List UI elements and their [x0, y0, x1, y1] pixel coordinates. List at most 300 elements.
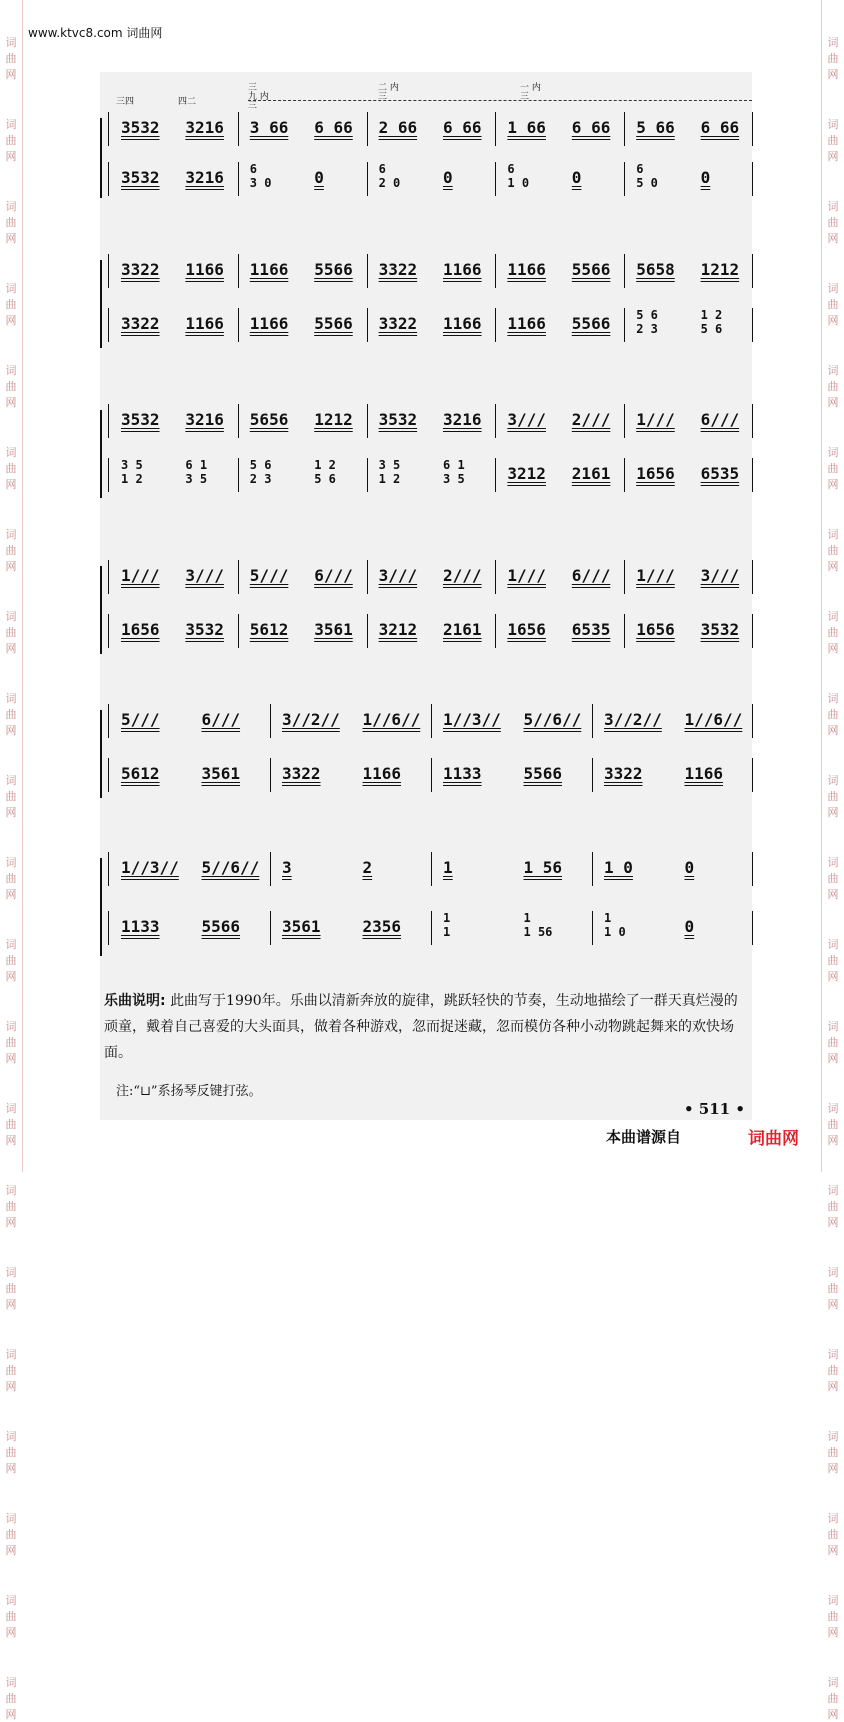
side-mark: 词 — [827, 774, 839, 787]
bar-line — [238, 254, 239, 288]
side-mark: 网 — [5, 1544, 17, 1557]
bar-line — [270, 758, 271, 792]
bar-line — [624, 112, 625, 146]
side-mark: 词 — [5, 282, 17, 295]
note-group: 5656 — [249, 410, 289, 429]
note-group: 1//6// — [362, 710, 421, 729]
note-group: 1166 — [362, 764, 402, 783]
bar-line — [238, 404, 239, 438]
note-group: 1166 — [443, 260, 482, 279]
side-mark: 曲 — [5, 872, 17, 885]
side-mark: 词 — [827, 856, 839, 869]
side-mark: 网 — [5, 806, 17, 819]
side-mark: 网 — [5, 1134, 17, 1147]
bar-line — [270, 911, 271, 945]
note-group: 2356 — [362, 917, 402, 936]
side-mark: 曲 — [5, 1118, 17, 1131]
side-mark: 词 — [827, 36, 839, 49]
note-group: 5/// — [121, 710, 160, 729]
side-mark: 网 — [827, 642, 839, 655]
note-group: 0 — [684, 917, 695, 936]
section-marker: 二 内 三 — [378, 83, 399, 102]
note-group: 1/// — [121, 566, 160, 585]
side-mark: 网 — [5, 642, 17, 655]
side-mark: 词 — [5, 118, 17, 131]
side-mark: 词 — [827, 446, 839, 459]
note-group: 6 2 0 — [378, 162, 401, 190]
note-group: 1133 — [443, 764, 482, 783]
section-marker: 三 九 内 三 — [248, 83, 269, 111]
side-mark: 网 — [827, 888, 839, 901]
side-mark: 词 — [5, 1102, 17, 1115]
bottom-staff — [108, 308, 752, 342]
side-mark: 曲 — [827, 1364, 839, 1377]
side-mark: 网 — [827, 150, 839, 163]
note-group: 6 1 3 5 — [185, 458, 208, 486]
side-mark: 词 — [827, 200, 839, 213]
note-group: 2 — [362, 858, 373, 877]
note-group: 1166 — [185, 314, 224, 333]
note-group: 6 66 — [314, 118, 353, 137]
site-watermark: www.ktvc8.com 词曲网 — [28, 26, 163, 40]
side-mark: 网 — [827, 724, 839, 737]
bar-line — [624, 404, 625, 438]
note-group: 0 — [314, 168, 324, 187]
note-group: 6/// — [571, 566, 611, 585]
side-mark: 曲 — [827, 1036, 839, 1049]
bar-line — [624, 458, 625, 492]
bar-line — [752, 404, 753, 438]
note-group: 1//3// — [121, 858, 179, 877]
side-mark: 曲 — [827, 954, 839, 967]
bar-line — [238, 308, 239, 342]
note-group: 0 — [684, 858, 695, 877]
note-group: 3322 — [121, 314, 160, 333]
side-mark: 词 — [827, 1676, 839, 1689]
note-group: 6 1 0 — [507, 162, 530, 190]
bar-line — [752, 704, 753, 738]
side-mark: 曲 — [5, 708, 17, 721]
note-group: 5 6 2 3 — [249, 458, 272, 486]
note-group: 5566 — [571, 260, 611, 279]
bar-line — [752, 112, 753, 146]
bar-line — [367, 162, 368, 196]
note-group: 3216 — [185, 168, 224, 187]
side-mark: 网 — [5, 1216, 17, 1229]
side-mark: 网 — [827, 314, 839, 327]
note-group: 1166 — [249, 314, 289, 333]
side-mark: 词 — [5, 1184, 17, 1197]
side-mark: 词 — [5, 1266, 17, 1279]
note-group: 1 56 — [523, 858, 563, 877]
side-mark: 词 — [5, 446, 17, 459]
bottom-staff — [108, 614, 752, 648]
side-mark: 曲 — [827, 626, 839, 639]
note-group: 1656 — [507, 620, 546, 639]
note-group: 1 2 5 6 — [700, 308, 723, 336]
side-mark: 网 — [827, 1052, 839, 1065]
side-mark: 曲 — [827, 52, 839, 65]
side-mark: 词 — [827, 1512, 839, 1525]
side-mark: 曲 — [827, 790, 839, 803]
note-group: 1212 — [700, 260, 740, 279]
note-group: 2/// — [443, 566, 482, 585]
side-mark: 词 — [827, 1102, 839, 1115]
side-mark: 网 — [5, 1626, 17, 1639]
side-mark: 网 — [827, 560, 839, 573]
side-mark: 网 — [827, 396, 839, 409]
note-group: 3322 — [121, 260, 160, 279]
system-brace — [100, 260, 105, 348]
side-mark: 曲 — [5, 1200, 17, 1213]
bar-line — [238, 458, 239, 492]
bar-line — [752, 560, 753, 594]
side-mark: 曲 — [5, 1528, 17, 1541]
note-group: 6 1 3 5 — [443, 458, 465, 486]
side-mark: 词 — [5, 1430, 17, 1443]
bar-line — [624, 254, 625, 288]
side-mark: 词 — [827, 364, 839, 377]
side-mark: 曲 — [827, 462, 839, 475]
bar-line — [495, 458, 496, 492]
side-mark: 网 — [5, 150, 17, 163]
side-mark: 曲 — [5, 134, 17, 147]
note-group: 3212 — [378, 620, 418, 639]
note-group: 5 66 — [636, 118, 675, 137]
bar-line — [270, 852, 271, 886]
side-mark: 曲 — [5, 298, 17, 311]
note-group: 1212 — [314, 410, 353, 429]
side-mark: 网 — [5, 396, 17, 409]
bar-line — [495, 254, 496, 288]
note-group: 6535 — [571, 620, 611, 639]
bottom-staff — [108, 162, 752, 196]
side-mark: 曲 — [827, 1118, 839, 1131]
note-group: 1166 — [185, 260, 224, 279]
note-group: 5566 — [314, 260, 353, 279]
top-staff — [108, 704, 752, 738]
note-group: 1 1 — [443, 911, 451, 939]
left-watermark-column — [0, 0, 22, 1721]
system-brace — [100, 566, 105, 654]
side-mark: 曲 — [5, 1446, 17, 1459]
side-mark: 网 — [827, 1134, 839, 1147]
side-mark: 曲 — [827, 872, 839, 885]
side-mark: 曲 — [5, 52, 17, 65]
right-watermark-column — [822, 0, 844, 1721]
note-group: 3532 — [121, 118, 160, 137]
note-group: 3/// — [185, 566, 224, 585]
note-group: 3 — [282, 858, 292, 877]
bar-line — [495, 308, 496, 342]
side-mark: 词 — [5, 1020, 17, 1033]
note-group: 3532 — [700, 620, 740, 639]
bar-line — [367, 560, 368, 594]
side-mark: 曲 — [827, 380, 839, 393]
side-mark: 曲 — [827, 544, 839, 557]
note-group: 5 6 2 3 — [636, 308, 658, 336]
bar-line — [752, 614, 753, 648]
top-staff — [108, 560, 752, 594]
side-mark: 曲 — [827, 216, 839, 229]
note-group: 1 1 0 — [604, 911, 626, 939]
note-group: 5612 — [249, 620, 289, 639]
side-mark: 词 — [5, 1348, 17, 1361]
side-mark: 网 — [5, 68, 17, 81]
bar-line — [431, 758, 432, 792]
bar-line — [624, 614, 625, 648]
side-mark: 词 — [5, 1594, 17, 1607]
side-mark: 网 — [827, 1298, 839, 1311]
side-mark: 曲 — [827, 1692, 839, 1705]
footnote: 注:“⊔”系扬琴反键打弦。 — [116, 1084, 262, 1099]
top-staff — [108, 112, 752, 146]
note-group: 6 3 0 — [249, 162, 272, 190]
note-group: 3212 — [507, 464, 546, 483]
top-staff — [108, 404, 752, 438]
side-mark: 网 — [827, 68, 839, 81]
section-marker: 一 内 三 — [520, 83, 541, 102]
bottom-staff — [108, 911, 752, 945]
score-system — [100, 112, 752, 204]
bar-line — [752, 852, 753, 886]
bar-line — [752, 911, 753, 945]
note-group: 1 — [443, 858, 453, 877]
note-group: 1133 — [121, 917, 160, 936]
side-mark: 网 — [827, 1462, 839, 1475]
side-mark: 曲 — [5, 1610, 17, 1623]
side-mark: 词 — [827, 1430, 839, 1443]
side-mark: 网 — [5, 232, 17, 245]
side-mark: 词 — [827, 282, 839, 295]
brand-logo: 词曲网 — [748, 1129, 799, 1149]
bar-line — [752, 308, 753, 342]
bar-line — [495, 560, 496, 594]
note-group: 1656 — [636, 464, 675, 483]
bar-line — [752, 458, 753, 492]
side-mark: 词 — [5, 528, 17, 541]
side-mark: 曲 — [5, 1282, 17, 1295]
bar-line — [495, 112, 496, 146]
system-brace — [100, 118, 105, 198]
piece-notes — [104, 988, 744, 1066]
note-group: 3 5 1 2 — [378, 458, 401, 486]
side-mark: 词 — [5, 610, 17, 623]
side-mark: 网 — [5, 970, 17, 983]
bottom-staff — [108, 458, 752, 492]
note-group: 1166 — [507, 260, 546, 279]
side-mark: 网 — [827, 1380, 839, 1393]
side-mark: 曲 — [827, 708, 839, 721]
bar-line — [238, 560, 239, 594]
note-group: 3561 — [314, 620, 353, 639]
bar-line — [495, 614, 496, 648]
bar-line — [367, 308, 368, 342]
side-mark: 曲 — [5, 954, 17, 967]
side-mark: 网 — [5, 724, 17, 737]
side-mark: 词 — [827, 610, 839, 623]
note-group: 1//6// — [684, 710, 743, 729]
top-staff — [108, 254, 752, 288]
bottom-staff — [108, 758, 752, 792]
side-mark: 曲 — [827, 1528, 839, 1541]
system-brace — [100, 410, 105, 498]
side-mark: 词 — [5, 774, 17, 787]
note-group: 3 66 — [249, 118, 289, 137]
side-mark: 网 — [827, 1708, 839, 1721]
side-mark: 曲 — [5, 1692, 17, 1705]
note-group: 2 66 — [378, 118, 418, 137]
note-group: 2161 — [443, 620, 482, 639]
note-group: 5612 — [121, 764, 160, 783]
bar-line — [495, 404, 496, 438]
note-group: 3/// — [378, 566, 418, 585]
note-group: 2161 — [571, 464, 611, 483]
side-mark: 词 — [827, 1184, 839, 1197]
side-mark: 曲 — [5, 216, 17, 229]
note-group: 1166 — [249, 260, 289, 279]
side-mark: 网 — [5, 1462, 17, 1475]
right-margin-rule — [821, 0, 822, 1172]
bar-line — [431, 852, 432, 886]
note-group: 1166 — [443, 314, 482, 333]
side-mark: 曲 — [827, 1282, 839, 1295]
note-group: 3/// — [507, 410, 546, 429]
note-group: 1166 — [684, 764, 724, 783]
section-marker: 三四 — [116, 97, 135, 107]
side-mark: 网 — [5, 1298, 17, 1311]
note-group: 6 5 0 — [636, 162, 658, 190]
side-mark: 曲 — [5, 462, 17, 475]
note-group: 0 — [700, 168, 711, 187]
side-mark: 曲 — [5, 544, 17, 557]
note-group: 6 66 — [571, 118, 611, 137]
note-group: 3//2// — [282, 710, 340, 729]
side-mark: 网 — [827, 1216, 839, 1229]
side-mark: 网 — [5, 1708, 17, 1721]
note-group: 3532 — [121, 168, 160, 187]
left-margin-rule — [22, 0, 23, 1172]
bar-line — [624, 308, 625, 342]
note-group: 3216 — [185, 410, 224, 429]
bar-line — [592, 911, 593, 945]
note-group: 3322 — [378, 260, 418, 279]
side-mark: 词 — [827, 1266, 839, 1279]
bar-line — [592, 758, 593, 792]
score-system — [100, 404, 752, 504]
note-group: 5566 — [201, 917, 241, 936]
note-group: 6/// — [700, 410, 740, 429]
bar-line — [367, 404, 368, 438]
bar-line — [270, 704, 271, 738]
score-system — [100, 852, 752, 962]
side-mark: 网 — [5, 560, 17, 573]
note-group: 5//6// — [523, 710, 582, 729]
side-mark: 词 — [827, 1020, 839, 1033]
note-group: 1//3// — [443, 710, 501, 729]
note-group: 1 1 56 — [523, 911, 553, 939]
bar-line — [752, 162, 753, 196]
side-mark: 词 — [5, 1512, 17, 1525]
bar-line — [752, 758, 753, 792]
note-group: 3532 — [378, 410, 418, 429]
side-mark: 词 — [827, 938, 839, 951]
side-mark: 词 — [5, 1676, 17, 1689]
note-group: 3216 — [185, 118, 224, 137]
bar-line — [624, 560, 625, 594]
note-group: 1/// — [636, 566, 675, 585]
side-mark: 词 — [827, 692, 839, 705]
note-group: 2/// — [571, 410, 611, 429]
bar-line — [238, 112, 239, 146]
bar-line — [238, 162, 239, 196]
note-group: 1656 — [121, 620, 160, 639]
bar-line — [367, 458, 368, 492]
section-marker: 四二 — [178, 97, 197, 107]
side-mark: 曲 — [827, 1200, 839, 1213]
score-system — [100, 560, 752, 660]
note-group: 0 — [571, 168, 582, 187]
note-group: 3322 — [604, 764, 643, 783]
side-mark: 曲 — [827, 1610, 839, 1623]
note-group: 1 2 5 6 — [314, 458, 336, 486]
side-mark: 曲 — [827, 134, 839, 147]
side-mark: 词 — [827, 1348, 839, 1361]
system-brace — [100, 710, 105, 798]
note-group: 3532 — [185, 620, 224, 639]
bar-line — [367, 112, 368, 146]
bar-line — [238, 614, 239, 648]
note-group: 3561 — [282, 917, 321, 936]
side-mark: 词 — [5, 200, 17, 213]
side-mark: 网 — [5, 888, 17, 901]
note-group: 5566 — [523, 764, 563, 783]
bar-line — [431, 911, 432, 945]
note-group: 1 0 — [604, 858, 633, 877]
note-group: 3216 — [443, 410, 482, 429]
side-mark: 词 — [827, 528, 839, 541]
side-mark: 网 — [827, 232, 839, 245]
bar-line — [367, 254, 368, 288]
note-group: 1/// — [636, 410, 675, 429]
note-group: 3322 — [282, 764, 321, 783]
side-mark: 曲 — [5, 626, 17, 639]
side-mark: 网 — [5, 314, 17, 327]
side-mark: 词 — [5, 938, 17, 951]
side-mark: 词 — [5, 36, 17, 49]
side-mark: 网 — [827, 970, 839, 983]
note-group: 1/// — [507, 566, 546, 585]
side-mark: 曲 — [5, 1036, 17, 1049]
bar-line — [624, 162, 625, 196]
side-mark: 词 — [827, 118, 839, 131]
side-mark: 网 — [827, 478, 839, 491]
side-mark: 网 — [5, 1052, 17, 1065]
side-mark: 曲 — [5, 1364, 17, 1377]
note-group: 6/// — [314, 566, 353, 585]
side-mark: 网 — [5, 478, 17, 491]
note-group: 3//2// — [604, 710, 662, 729]
note-group: 6 66 — [700, 118, 740, 137]
bar-line — [592, 704, 593, 738]
marker-dashed-line — [248, 100, 752, 102]
side-mark: 网 — [827, 1626, 839, 1639]
note-group: 0 — [443, 168, 453, 187]
note-group: 5566 — [314, 314, 353, 333]
note-group: 6 66 — [443, 118, 482, 137]
side-mark: 词 — [5, 364, 17, 377]
note-group: 6/// — [201, 710, 241, 729]
